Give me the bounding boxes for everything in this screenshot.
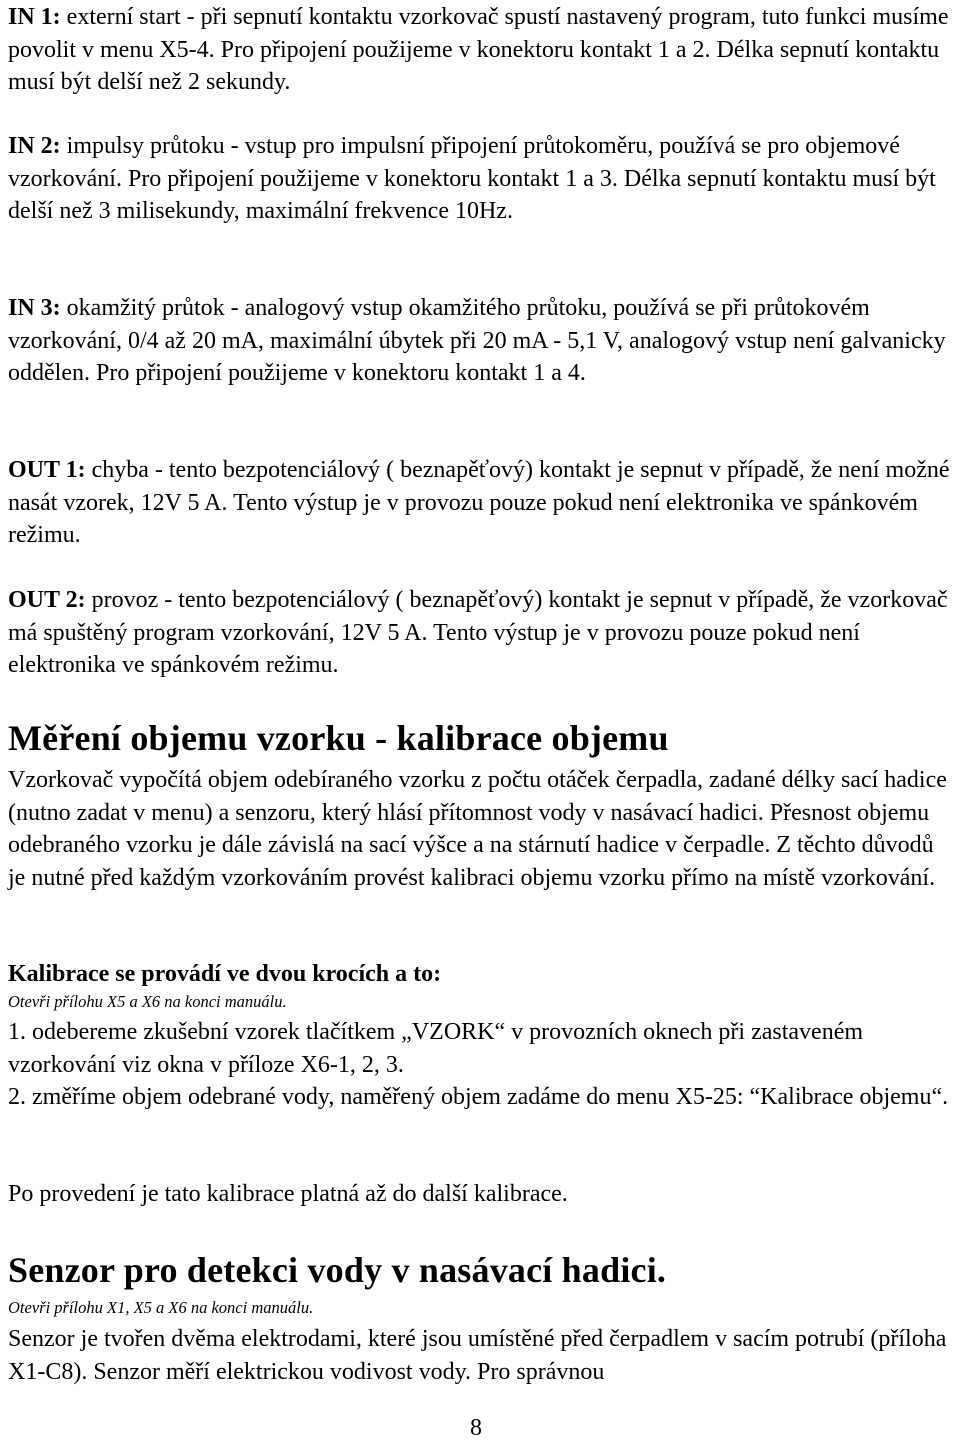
out2-paragraph: [8, 584, 952, 682]
in2-label: IN 2:: [8, 133, 61, 159]
in2-text: impulsy průtoku - vstup pro impulsní připojení průtokoměru, používá se pro objemové vzorkování. Pro připojení použijeme v konektoru kontakt 1 a 3. Délka sepnutí kontaktu musí být delší než 3 milisekundy, maximální frekvence 10Hz.: [8, 133, 936, 224]
in3-label: IN 3:: [8, 295, 61, 321]
in3-paragraph: [8, 292, 952, 390]
kalibrace-heading-text: Kalibrace se provádí ve dvou krocích a to:: [8, 961, 442, 987]
kalibrace-note: Otevři přílohu X5 a X6 na konci manuálu.: [8, 992, 287, 1011]
out1-label: OUT 1:: [8, 457, 86, 483]
in1-label: IN 1:: [8, 4, 61, 30]
page-number: 8: [470, 1415, 482, 1441]
in2-paragraph: [8, 130, 952, 228]
section-heading-senzor: Senzor pro detekci vody v nasávací hadici.: [8, 1250, 667, 1290]
kalibrace-heading: [8, 958, 441, 991]
kalibrace-validity: Po provedení je tato kalibrace platná až do další kalibrace.: [8, 1181, 568, 1207]
senzor-note: Otevři přílohu X1, X5 a X6 na konci manuálu.: [8, 1298, 314, 1317]
out2-label: OUT 2:: [8, 587, 86, 613]
kalibrace-step-1: 1. odebereme zkušební vzorek tlačítkem „VZORK“ v provozních oknech při zastaveném vzorkování viz okna v příloze X6-1, 2, 3.: [8, 1019, 864, 1078]
out1-paragraph: [8, 454, 952, 552]
mereni-paragraph: Vzorkovač vypočítá objem odebíraného vzorku z počtu otáček čerpadla, zadané délky sací hadice (nutno zadat v menu) a senzoru, který hlásí přítomnost vody v nasávací hadici. Přesnost objemu odebraného vzorku je dále závislá na sací výšce a na stárnutí hadice v čerpadle. Z těchto důvodů je nutné před každým vzorkováním provést kalibraci objemu vzorku přímo na místě vzorkování.: [8, 767, 947, 891]
out2-text: provoz - tento bezpotenciálový ( beznapěťový) kontakt je sepnut v případě, že vzorkovač má spuštěný program vzorkování, 12V 5 A. Tento výstup je v provozu pouze pokud není elektronika ve spánkovém režimu.: [8, 587, 948, 678]
in1-paragraph: [8, 1, 952, 99]
in3-text: okamžitý průtok - analogový vstup okamžitého průtoku, používá se při průtokovém vzorkování, 0/4 až 20 mA, maximální úbytek při 20 mA - 5,1 V, analogový vstup není galvanicky oddělen. Pro připojení použijeme v konektoru kontakt 1 a 4.: [8, 295, 946, 386]
senzor-paragraph: Senzor je tvořen dvěma elektrodami, které jsou umístěné před čerpadlem v sacím potrubí (příloha X1-C8). Senzor měří elektrickou vodivost vody. Pro správnou: [8, 1326, 947, 1385]
in1-text: externí start - při sepnutí kontaktu vzorkovač spustí nastavený program, tuto funkci musíme povolit v menu X5-4. Pro připojení použijeme v konektoru kontakt 1 a 2. Délka sepnutí kontaktu musí být delší než 2 sekundy.: [8, 4, 949, 95]
section-heading-mereni: Měření objemu vzorku - kalibrace objemu: [8, 718, 669, 758]
out1-text: chyba - tento bezpotenciálový ( beznapěťový) kontakt je sepnut v případě, že není možné nasát vzorek, 12V 5 A. Tento výstup je v provozu pouze pokud není elektronika ve spánkovém režimu.: [8, 457, 950, 548]
kalibrace-step-2: 2. změříme objem odebrané vody, naměřený objem zadáme do menu X5-25: “Kalibrace objemu“.: [8, 1084, 949, 1110]
